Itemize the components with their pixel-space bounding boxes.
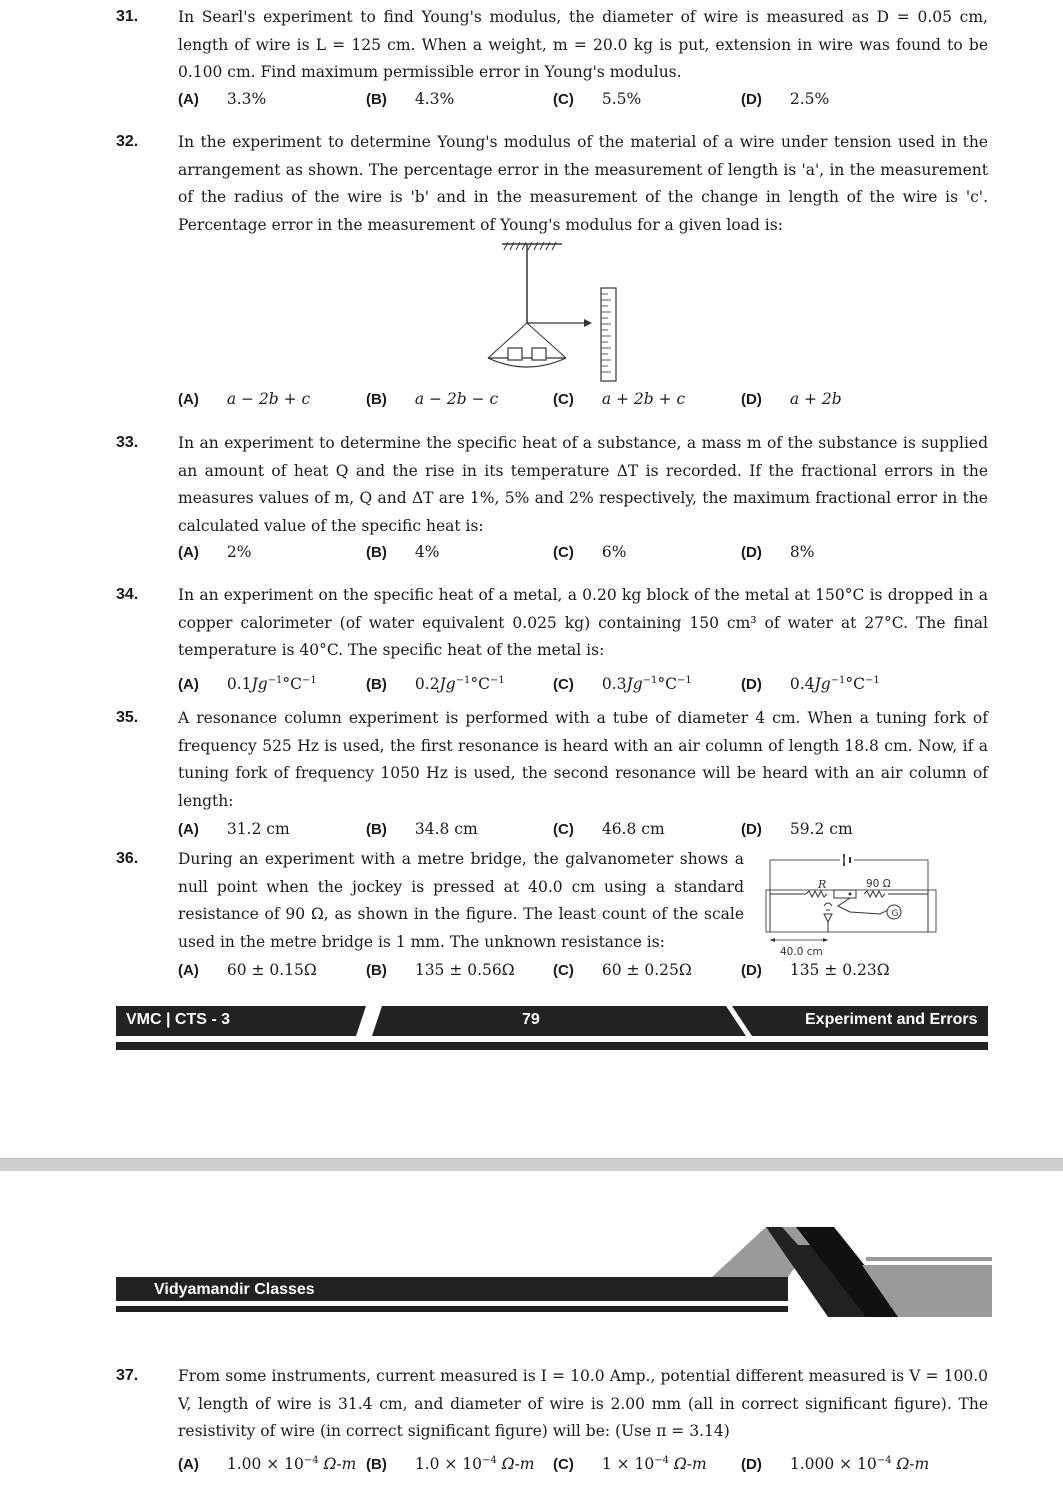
- option-b[interactable]: (B) 34.8 cm: [366, 820, 478, 838]
- option-d[interactable]: (D) $0.4Jg^{-1}^\circ C^{-1}$: [741, 675, 880, 694]
- option-a[interactable]: (A) a − 2b + c: [178, 390, 311, 408]
- option-d[interactable]: (D) 2.5%: [741, 90, 830, 108]
- page-footer: [116, 1006, 988, 1036]
- options: [178, 675, 990, 699]
- option-c[interactable]: (C) $1 \times 10^{-4}$ Ω-m: [553, 1455, 707, 1474]
- standard-resistance-label: 90 Ω: [866, 878, 891, 890]
- question-text: In Searl's experiment to find Young's modulus, the diameter of wire is measured as D = 0.05 cm, length of wire is L = 125 cm. When a weight, m = 20.0 kg is put, extension in wire was found to be 0.100 cm. Find maximum permissible error in Young's modulus.: [178, 8, 988, 81]
- option-a[interactable]: (A) $0.1Jg^{-1}^\circ C^{-1}$: [178, 675, 317, 694]
- question-text: During an experiment with a metre bridge, the galvanometer shows a null point when the jockey is pressed at 40.0 cm using a standard resistance of 90 Ω, as shown in the figure. The least count of the scale used in the metre bridge is 1 mm. The unknown resistance is:: [178, 850, 744, 951]
- option-a[interactable]: (A) 31.2 cm: [178, 820, 290, 838]
- youngs-modulus-apparatus-figure: [480, 238, 625, 386]
- question-number: 34.: [116, 586, 139, 603]
- question-number: 31.: [116, 8, 139, 25]
- option-c[interactable]: (C) 60 ± 0.25Ω: [553, 961, 692, 979]
- page-header: [116, 1261, 992, 1321]
- question-number: 33.: [116, 434, 139, 451]
- unknown-resistance-label: R: [818, 878, 827, 891]
- options: [178, 90, 990, 114]
- option-d[interactable]: (D) 8%: [741, 543, 815, 561]
- option-c[interactable]: (C) 6%: [553, 543, 627, 561]
- question-number: 36.: [116, 850, 139, 867]
- option-a[interactable]: (A) 60 ± 0.15Ω: [178, 961, 317, 979]
- option-b[interactable]: (B) 135 ± 0.56Ω: [366, 961, 515, 979]
- metre-bridge-figure: [762, 848, 942, 960]
- option-b[interactable]: (B) $1.0 \times 10^{-4}$ Ω-m: [366, 1455, 535, 1474]
- options: [178, 820, 990, 844]
- options: [178, 390, 990, 414]
- question-text: In the experiment to determine Young's modulus of the material of a wire under tension used in the arrangement as shown. The percentage error in the measurement of length is 'a', in the measurement of the radius of the wire is 'b' and in the measurement of the change in length of the wire is 'c'. Percentage error in the measurement of Young's modulus for a given load is:: [178, 133, 988, 234]
- options: [178, 543, 990, 567]
- options: [178, 1455, 990, 1479]
- footer-chapter: Experiment and Errors: [805, 1011, 978, 1028]
- option-b[interactable]: (B) 4%: [366, 543, 440, 561]
- question-number: 37.: [116, 1367, 139, 1384]
- option-a[interactable]: (A) 3.3%: [178, 90, 267, 108]
- option-b[interactable]: (B) 4.3%: [366, 90, 455, 108]
- option-c[interactable]: (C) 46.8 cm: [553, 820, 665, 838]
- option-d[interactable]: (D) 135 ± 0.23Ω: [741, 961, 890, 979]
- header-band: [116, 1227, 992, 1317]
- option-a[interactable]: (A) $1.00 \times 10^{-4}$ Ω-m: [178, 1455, 357, 1474]
- footer-series: VMC | CTS - 3: [126, 1011, 231, 1028]
- balance-length-label: 40.0 cm: [780, 946, 823, 958]
- question-number: 35.: [116, 709, 139, 726]
- option-a[interactable]: (A) 2%: [178, 543, 252, 561]
- question-number: 32.: [116, 133, 139, 150]
- option-c[interactable]: (C) 5.5%: [553, 90, 642, 108]
- option-d[interactable]: (D) a + 2b: [741, 390, 842, 408]
- page-80: [0, 1171, 1063, 1499]
- option-b[interactable]: (B) $0.2Jg^{-1}^\circ C^{-1}$: [366, 675, 505, 694]
- options: [178, 961, 990, 985]
- option-b[interactable]: (B) a − 2b − c: [366, 390, 499, 408]
- question-text: In an experiment to determine the specific heat of a substance, a mass m of the substance is supplied an amount of heat Q and the rise in its temperature ΔT is recorded. If the fractional errors in the measures values of m, Q and ΔT are 1%, 5% and 2% respectively, the maximum fractional error in the calculated value of the specific heat is:: [178, 434, 988, 535]
- galvanometer-label: G: [891, 909, 899, 919]
- option-d[interactable]: (D) $1.000 \times 10^{-4}$ Ω-m: [741, 1455, 930, 1474]
- option-d[interactable]: (D) 59.2 cm: [741, 820, 853, 838]
- question-text: From some instruments, current measured is I = 10.0 Amp., potential different measured is V = 100.0 V, length of wire is 31.4 cm, and diameter of wire is 2.00 mm (all in correct significant figure). The resistivity of wire (in correct significant figure) will be: (Use π = 3.14): [178, 1367, 988, 1440]
- option-c[interactable]: (C) $0.3Jg^{-1}^\circ C^{-1}$: [553, 675, 692, 694]
- question-text: A resonance column experiment is performed with a tube of diameter 4 cm. When a tuning fork of frequency 525 Hz is used, the first resonance is heard with an air column of length 18.8 cm. Now, if a tuning fork of frequency 1050 Hz is used, the second resonance will be heard with an air column of length:: [178, 709, 988, 810]
- option-c[interactable]: (C) a + 2b + c: [553, 390, 686, 408]
- page-separator: [0, 1158, 1063, 1171]
- brand-name: Vidyamandir Classes: [154, 1281, 315, 1298]
- question-text: In an experiment on the specific heat of a metal, a 0.20 kg block of the metal at 150°C is dropped in a copper calorimeter (of water equivalent 0.025 kg) containing 150 cm³ of water at 27°C. The final temperature is 40°C. The specific heat of the metal is:: [178, 586, 988, 659]
- page-number: 79: [522, 1011, 540, 1028]
